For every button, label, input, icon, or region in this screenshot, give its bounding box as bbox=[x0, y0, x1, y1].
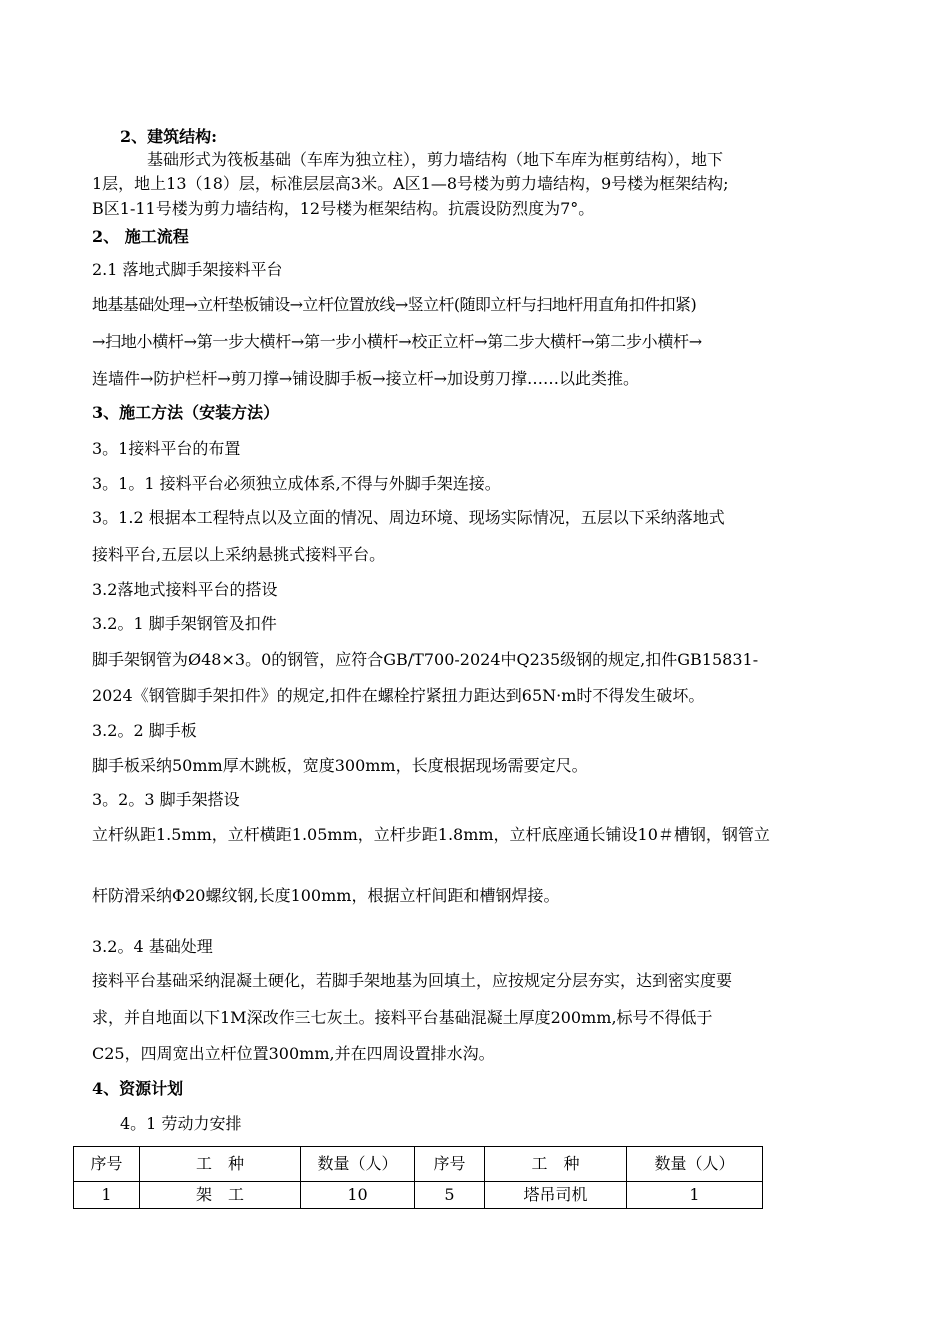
paragraph-line: B区1-11号楼为剪力墙结构，12号楼为框架结构。抗震设防烈度为7°。 bbox=[92, 199, 595, 218]
paragraph-line: 接料平台,五层以上采纳悬挑式接料平台。 bbox=[92, 545, 386, 564]
table-header-row bbox=[74, 1147, 763, 1182]
table-header-cell: 序号 bbox=[74, 1147, 140, 1182]
table-cell: 1 bbox=[627, 1182, 763, 1209]
paragraph-line: 立杆纵距1.5mm，立杆横距1.05mm，立杆步距1.8mm，立杆底座通长铺设10＃槽钢，钢管立 bbox=[92, 825, 770, 844]
subheading: 4。1 劳动力安排 bbox=[120, 1114, 242, 1133]
paragraph-line: →扫地小横杆→第一步大横杆→第一步小横杆→校正立杆→第二步大横杆→第二步小横杆→ bbox=[92, 332, 702, 351]
table-cell: 5 bbox=[415, 1182, 485, 1209]
paragraph-line: 1层，地上13（18）层，标准层层高3米。A区1—8号楼为剪力墙结构，9号楼为框架结构; bbox=[92, 174, 729, 193]
section-heading-construction-method: 3、施工方法（安装方法） bbox=[92, 403, 280, 422]
section-heading-resource-plan: 4、资源计划 bbox=[92, 1079, 184, 1098]
paragraph-line: 脚手架钢管为Ø48×3。0的钢管，应符合GB/T700-2024中Q235级钢的规定,扣件GB15831- bbox=[92, 650, 759, 669]
subheading: 2.1 落地式脚手架接料平台 bbox=[92, 260, 283, 279]
paragraph-line: 2024《钢管脚手架扣件》的规定,扣件在螺栓拧紧扭力距达到65N·m时不得发生破坏。 bbox=[92, 686, 705, 705]
table-row bbox=[74, 1182, 763, 1209]
subheading: 3.2落地式接料平台的搭设 bbox=[92, 580, 278, 599]
paragraph-line: 3。1。1 接料平台必须独立成体系,不得与外脚手架连接。 bbox=[92, 474, 501, 493]
table-header-cell: 序号 bbox=[415, 1147, 485, 1182]
paragraph-line: 地基基础处理→立杆垫板铺设→立杆位置放线→竖立杆(随即立杆与扫地杆用直角扣件扣紧) bbox=[92, 295, 697, 314]
section-heading-building-structure: 2、建筑结构: bbox=[120, 127, 218, 146]
section-heading-construction-flow: 2、 施工流程 bbox=[92, 227, 189, 246]
table-header-cell: 工 种 bbox=[485, 1147, 627, 1182]
paragraph-line: C25，四周宽出立杆位置300mm,并在四周设置排水沟。 bbox=[92, 1044, 495, 1063]
table-header-cell: 工 种 bbox=[140, 1147, 301, 1182]
table-header-cell: 数量（人） bbox=[301, 1147, 415, 1182]
paragraph-line: 杆防滑采纳Φ20螺纹钢,长度100mm，根据立杆间距和槽钢焊接。 bbox=[92, 886, 560, 905]
paragraph-line: 3。1.2 根据本工程特点以及立面的情况、周边环境、现场实际情况，五层以下采纳落地式 bbox=[92, 508, 725, 527]
table-cell: 架 工 bbox=[140, 1182, 301, 1209]
subheading: 3。2。3 脚手架搭设 bbox=[92, 790, 240, 809]
subheading: 3.2。2 脚手板 bbox=[92, 721, 197, 740]
subheading: 3。1接料平台的布置 bbox=[92, 439, 241, 458]
subheading: 3.2。4 基础处理 bbox=[92, 937, 213, 956]
paragraph-line: 连墙件→防护栏杆→剪刀撑→铺设脚手板→接立杆→加设剪刀撑……以此类推。 bbox=[92, 369, 640, 388]
table-header-cell: 数量（人） bbox=[627, 1147, 763, 1182]
paragraph-line: 求，并自地面以下1M深改作三七灰土。接料平台基础混凝土厚度200mm,标号不得低于 bbox=[92, 1008, 713, 1027]
table-cell: 塔吊司机 bbox=[485, 1182, 627, 1209]
paragraph-line: 接料平台基础采纳混凝土硬化，若脚手架地基为回填土，应按规定分层夯实，达到密实度要 bbox=[92, 971, 733, 990]
table-cell: 1 bbox=[74, 1182, 140, 1209]
table-cell: 10 bbox=[301, 1182, 415, 1209]
paragraph-line: 基础形式为筏板基础（车库为独立柱），剪力墙结构（地下车库为框剪结构），地下 bbox=[147, 150, 724, 169]
labor-table bbox=[73, 1146, 763, 1209]
paragraph-line: 脚手板采纳50mm厚木跳板，宽度300mm，长度根据现场需要定尺。 bbox=[92, 756, 588, 775]
subheading: 3.2。1 脚手架钢管及扣件 bbox=[92, 614, 277, 633]
